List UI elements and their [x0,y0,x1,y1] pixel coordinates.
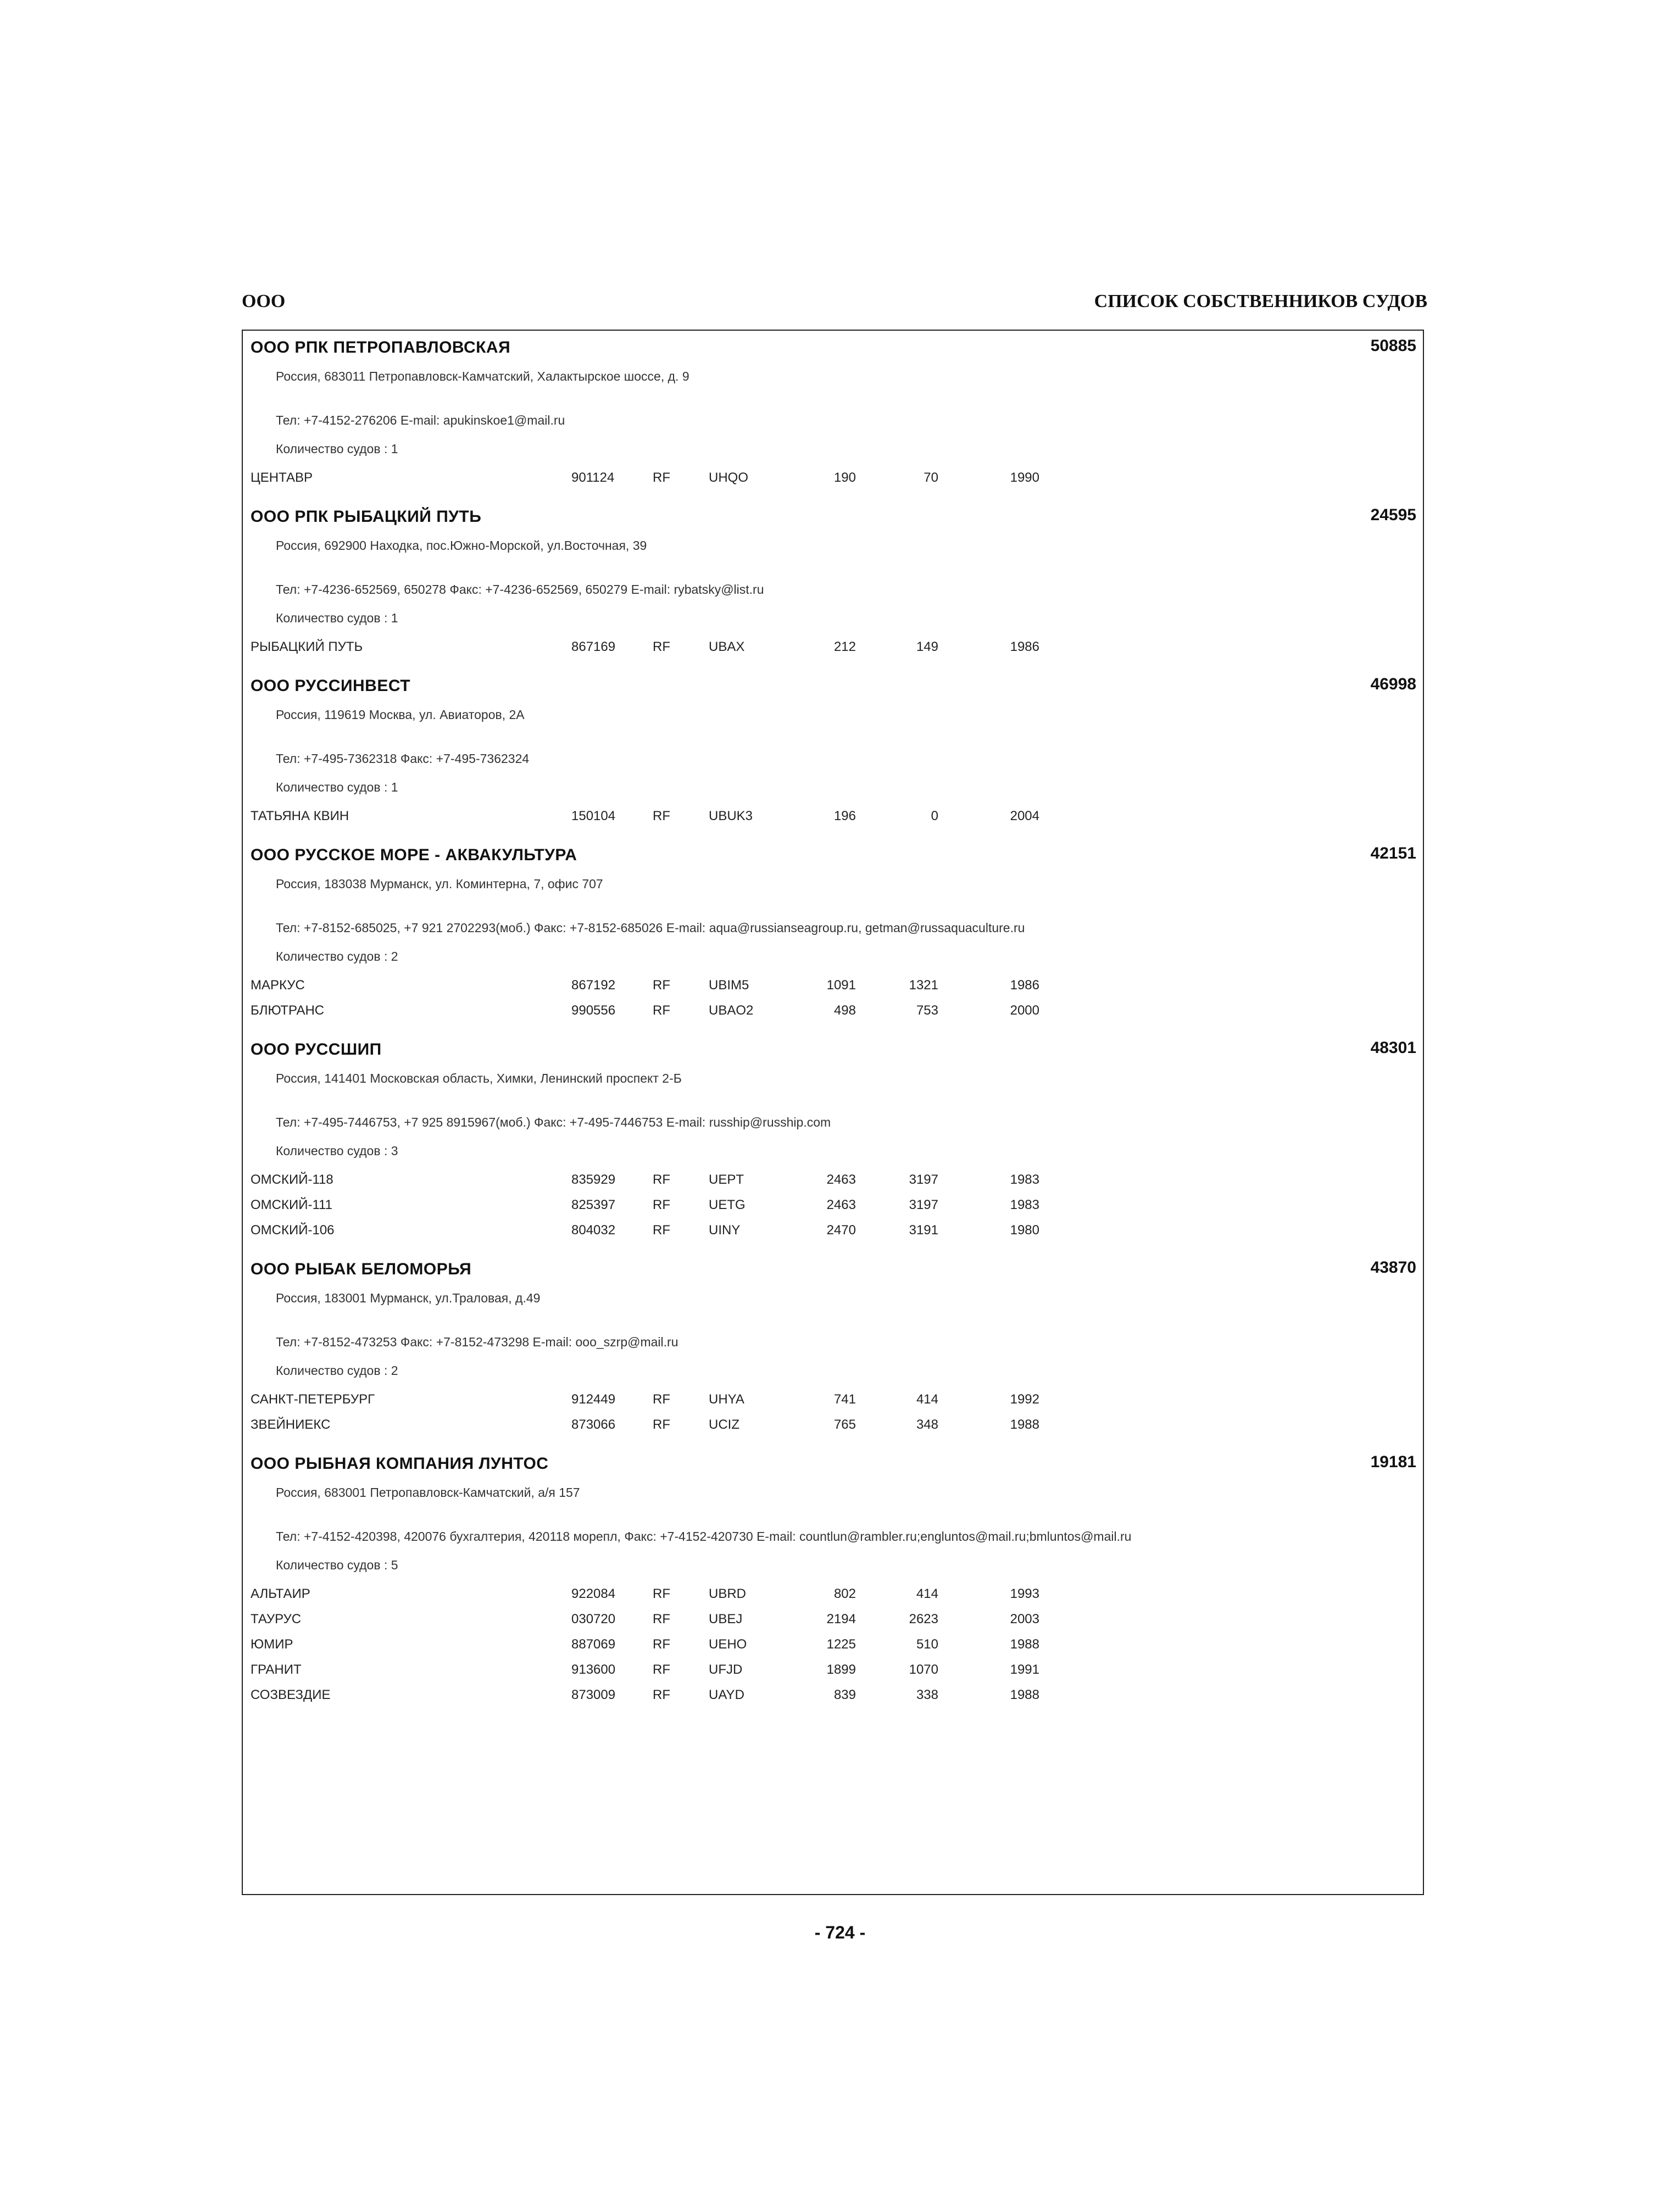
vessel-flag: RF [653,1687,670,1702]
vessel-year: 1983 [1010,1197,1039,1212]
vessel-value-b: 338 [916,1687,938,1702]
company-number: 24595 [1370,506,1416,524]
header-title: СПИСОК СОБСТВЕННИКОВ СУДОВ [1094,291,1427,311]
vessel-value-a: 1225 [826,1637,856,1652]
vessel-flag: RF [653,1003,670,1018]
vessel-value-b: 3191 [909,1223,938,1238]
vessel-value-a: 2463 [826,1172,856,1187]
vessel-value-b: 414 [916,1392,938,1407]
vessel-number: 804032 [571,1223,616,1238]
company-address: Россия, 141401 Московская область, Химки, Ленинский проспект 2-Б [276,1071,682,1085]
vessel-number: 922084 [571,1586,616,1601]
header-left: ООО [242,291,286,311]
vessel-year: 2003 [1010,1612,1039,1626]
vessel-value-b: 149 [916,639,938,654]
vessel-callsign: UEPT [709,1172,744,1187]
vessel-value-a: 212 [833,639,856,654]
vessel-callsign: UETG [709,1197,746,1212]
vessel-number: 873066 [571,1417,616,1432]
company-address: Россия, 119619 Москва, ул. Авиаторов, 2А [276,708,525,722]
vessel-count: Количество судов : 1 [276,442,398,456]
vessel-name: БЛЮТРАНС [251,1003,325,1018]
vessel-name: ЦЕНТАВР [251,470,313,485]
vessel-callsign: UAYD [709,1687,744,1702]
vessel-callsign: UBAO2 [709,1003,754,1018]
company-address: Россия, 692900 Находка, пос.Южно-Морской, ул.Восточная, 39 [276,538,647,553]
vessel-year: 1986 [1010,639,1039,654]
vessel-flag: RF [653,1637,670,1652]
company-contacts: Тел: +7-4152-276206 E-mail: apukinskoe1@mail.ru [276,413,565,427]
vessel-callsign: UCIZ [709,1417,739,1432]
vessel-callsign: UHYA [709,1392,744,1407]
vessel-name: ТАТЬЯНА КВИН [251,809,349,823]
vessel-name: ОМСКИЙ-118 [251,1172,333,1187]
vessel-name: МАРКУС [251,978,305,993]
vessel-year: 1983 [1010,1172,1039,1187]
vessel-name: АЛЬТАИР [251,1586,310,1601]
vessel-flag: RF [653,1586,670,1601]
vessel-year: 1993 [1010,1586,1039,1601]
vessel-value-b: 414 [916,1586,938,1601]
vessel-count: Количество судов : 2 [276,949,398,963]
vessel-flag: RF [653,1197,670,1212]
vessel-value-a: 196 [833,809,856,823]
vessel-value-b: 1321 [909,978,938,993]
vessel-flag: RF [653,1172,670,1187]
vessel-year: 2004 [1010,809,1039,823]
vessel-number: 835929 [571,1172,616,1187]
vessel-year: 1991 [1010,1662,1039,1677]
vessel-value-b: 348 [916,1417,938,1432]
vessel-value-a: 2194 [826,1612,856,1626]
vessel-callsign: UBEJ [709,1612,743,1626]
content-frame [242,330,1424,1895]
vessel-flag: RF [653,1417,670,1432]
vessel-callsign: UHQO [709,470,748,485]
company-number: 19181 [1370,1453,1416,1471]
company-contacts: Тел: +7-4236-652569, 650278 Факс: +7-4236-652569, 650279 E-mail: rybatsky@list.ru [276,582,764,597]
vessel-count: Количество судов : 2 [276,1363,398,1378]
vessel-value-b: 510 [916,1637,938,1652]
vessel-number: 912449 [571,1392,616,1407]
vessel-callsign: UBRD [709,1586,747,1601]
vessel-name: РЫБАЦКИЙ ПУТЬ [251,639,363,654]
vessel-count: Количество судов : 5 [276,1558,398,1572]
vessel-value-b: 1070 [909,1662,938,1677]
company-number: 42151 [1370,844,1416,862]
company-contacts: Тел: +7-8152-473253 Факс: +7-8152-473298 E-mail: ooo_szrp@mail.ru [276,1335,678,1349]
vessel-callsign: UBAX [709,639,745,654]
vessel-count: Количество судов : 3 [276,1144,398,1158]
vessel-year: 1988 [1010,1417,1039,1432]
company-name: ООО РЫБНАЯ КОМПАНИЯ ЛУНТОС [251,1455,549,1473]
vessel-number: 867192 [571,978,616,993]
vessel-number: 150104 [571,809,616,823]
company-contacts: Тел: +7-8152-685025, +7 921 2702293(моб.) Факс: +7-8152-685026 E-mail: aqua@russianseagroup.ru, getman@russaquaculture.ru [276,921,1025,935]
vessel-value-a: 2463 [826,1197,856,1212]
company-address: Россия, 183038 Мурманск, ул. Коминтерна, 7, офис 707 [276,877,603,891]
vessel-name: СОЗВЕЗДИЕ [251,1687,331,1702]
vessel-year: 1990 [1010,470,1039,485]
vessel-value-a: 2470 [826,1223,856,1238]
vessel-flag: RF [653,809,670,823]
vessel-name: ОМСКИЙ-106 [251,1223,335,1238]
vessel-value-b: 0 [931,809,938,823]
vessel-year: 1988 [1010,1637,1039,1652]
vessel-value-a: 1899 [826,1662,856,1677]
company-number: 48301 [1370,1039,1416,1057]
company-name: ООО РУССКОЕ МОРЕ - АКВАКУЛЬТУРА [251,846,577,864]
vessel-number: 913600 [571,1662,616,1677]
vessel-year: 1986 [1010,978,1039,993]
vessel-number: 030720 [571,1612,616,1626]
vessel-year: 1988 [1010,1687,1039,1702]
vessel-count: Количество судов : 1 [276,780,398,794]
vessel-callsign: UEHO [709,1637,747,1652]
vessel-value-a: 839 [833,1687,856,1702]
vessel-value-a: 1091 [826,978,856,993]
vessel-value-b: 3197 [909,1197,938,1212]
vessel-flag: RF [653,470,670,485]
company-contacts: Тел: +7-4152-420398, 420076 бухгалтерия, 420118 морепл, Факс: +7-4152-420730 E-mail: countlun@rambler.ru;engluntos@mail.ru;bmluntos@mail.ru [276,1529,1132,1544]
vessel-name: ГРАНИТ [251,1662,302,1677]
vessel-value-b: 3197 [909,1172,938,1187]
vessel-callsign: UBUK3 [709,809,753,823]
vessel-name: ЮМИР [251,1637,293,1652]
vessel-callsign: UBIM5 [709,978,749,993]
vessel-number: 990556 [571,1003,616,1018]
vessel-value-b: 2623 [909,1612,938,1626]
vessel-flag: RF [653,1662,670,1677]
vessel-value-a: 741 [833,1392,856,1407]
vessel-name: ЗВЕЙНИЕКС [251,1417,331,1432]
vessel-value-a: 498 [833,1003,856,1018]
company-contacts: Тел: +7-495-7446753, +7 925 8915967(моб.) Факс: +7-495-7446753 E-mail: rusship@rusship.com [276,1115,831,1129]
vessel-number: 825397 [571,1197,616,1212]
vessel-flag: RF [653,1612,670,1626]
company-name: ООО РПК ПЕТРОПАВЛОВСКАЯ [251,338,511,356]
company-name: ООО РЫБАК БЕЛОМОРЬЯ [251,1260,472,1278]
company-number: 50885 [1370,337,1416,355]
vessel-name: ТАУРУС [251,1612,302,1626]
vessel-callsign: UFJD [709,1662,743,1677]
vessel-value-b: 70 [924,470,938,485]
company-contacts: Тел: +7-495-7362318 Факс: +7-495-7362324 [276,751,530,766]
vessel-number: 867169 [571,639,616,654]
company-name: ООО РПК РЫБАЦКИЙ ПУТЬ [251,508,482,526]
vessel-name: САНКТ-ПЕТЕРБУРГ [251,1392,375,1407]
vessel-flag: RF [653,1223,670,1238]
vessel-name: ОМСКИЙ-111 [251,1197,332,1212]
vessel-number: 901124 [571,470,615,485]
vessel-number: 887069 [571,1637,616,1652]
vessel-value-a: 802 [833,1586,856,1601]
page-number: - 724 - [814,1923,866,1942]
vessel-value-a: 765 [833,1417,856,1432]
vessel-flag: RF [653,639,670,654]
vessel-flag: RF [653,978,670,993]
vessel-year: 1992 [1010,1392,1039,1407]
company-name: ООО РУССИНВЕСТ [251,677,411,695]
vessel-callsign: UINY [709,1223,741,1238]
vessel-year: 2000 [1010,1003,1039,1018]
company-number: 43870 [1370,1258,1416,1277]
company-address: Россия, 683001 Петропавловск-Камчатский, а/я 157 [276,1485,580,1500]
company-number: 46998 [1370,675,1416,693]
company-name: ООО РУССШИП [251,1040,382,1059]
vessel-number: 873009 [571,1687,616,1702]
company-address: Россия, 183001 Мурманск, ул.Траловая, д.49 [276,1291,541,1305]
vessel-flag: RF [653,1392,670,1407]
company-address: Россия, 683011 Петропавловск-Камчатский, Халактырское шоссе, д. 9 [276,369,689,383]
vessel-value-a: 190 [833,470,856,485]
vessel-year: 1980 [1010,1223,1039,1238]
vessel-count: Количество судов : 1 [276,611,398,625]
vessel-value-b: 753 [916,1003,938,1018]
